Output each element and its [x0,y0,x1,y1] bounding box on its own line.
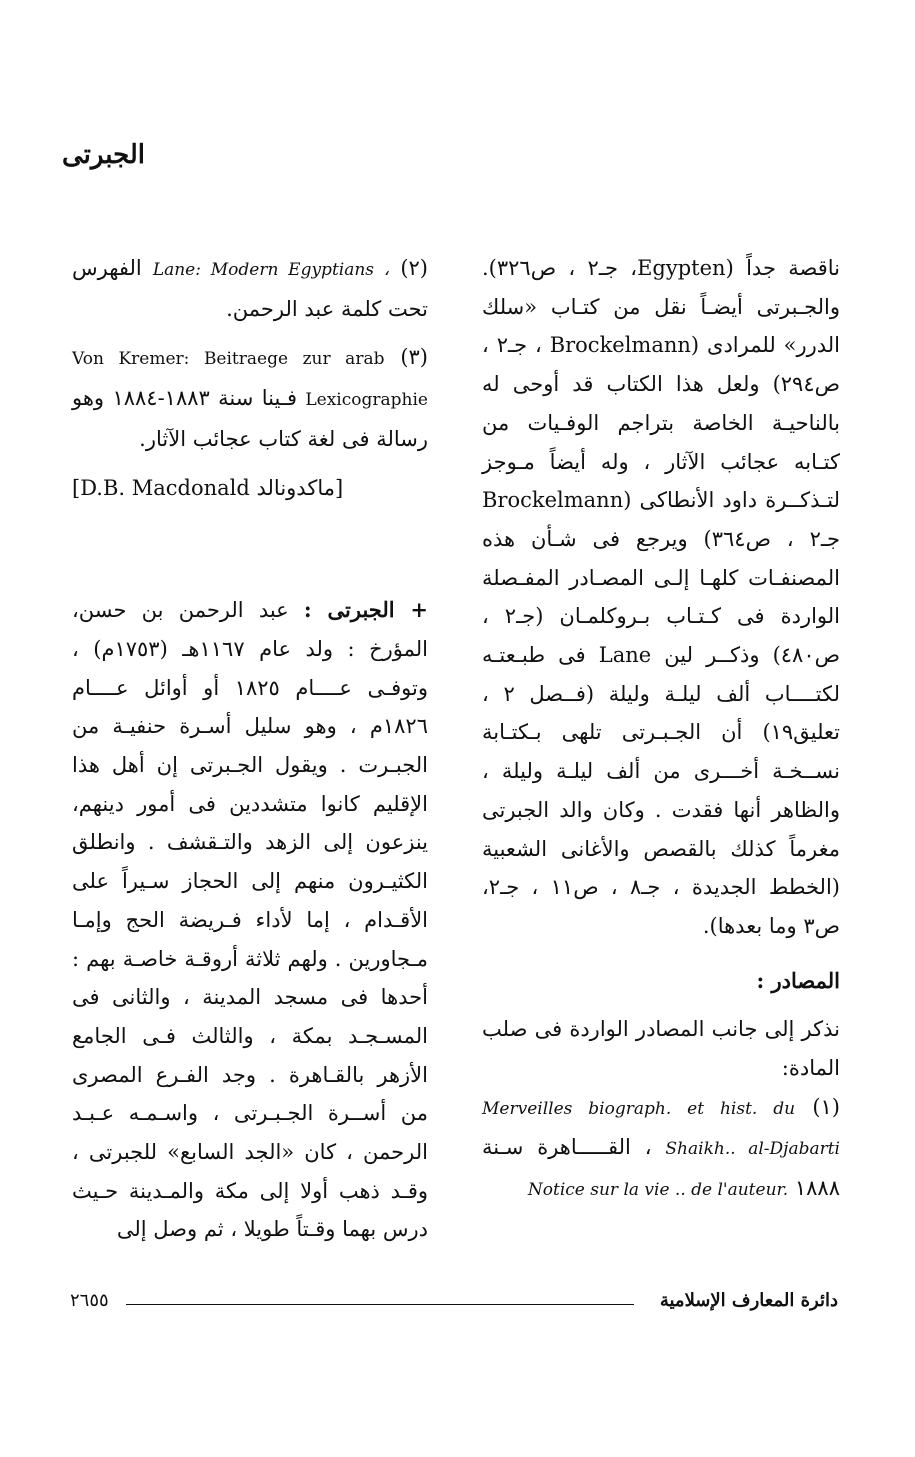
sources-heading: المصادر : [756,967,840,993]
reference-number: (٢) [400,256,428,280]
entry-body: عبد الرحمن بن حسن، المؤرخ : ولد عام ١١٦٧هـ (١٧٥٣م) ، وتوفـى عــــام ١٨٢٥ أو أوائل عــــام ١٨٢٦م ، وهو سليل أسـرة حنفيـة من الجبـرت . ويقول الجـبرتى إن أهل هذا الإقليم كانوا متشددين فى أمور دينهم، ينزعون إلى الزهد والتـقشف . وانطلق الكثيـرون منهم إلى الحجاز سـيراً على الأقـدام ، إما لأداء فـريضة الحج وإمـا مـجاورين . ولهم ثلاثة أروقـة خاصـة بهم : أحدها فى مسجد المدينة ، والثانى فى المسـجـد بمكة ، والثالث فـى الجامع الأزهر بالقـاهرة . وجد الفـرع المصرى من أســرة الجـبـرتى ، واسـمـه عـبـد الرحمن ، كان «الجد السابع» للجبرتى ، وقـد ذهب أولا إلى مكة والمـدينة حـيث درس بهما وقـتاً طويلا ، ثم وصل إلى [72,598,429,1242]
running-title: الجبرتى [62,140,146,170]
body-paragraph: ناقصة جداً (Egypten، جـ٢ ، ص٣٢٦). والجـبرتى أيضـاً نقل من كتـاب «سلك الدرر» للمرادى (Brockelmann ، جـ٢ ، ص٢٩٤) ولعل هذا الكتاب قد أوحى له بالناحيـة الخاصة بتراجم الوفـيات من كتـابه عجائب الآثار ، وله أيضاً مـوجز لتـذكــرة داود الأنطاكى (Brockelmann جـ٢ ، ص٣٦٤) ويرجع فى شـأن هذه المصنفـات كلهـا إلـى المصـادر المفـصلة الواردة فى كـتـاب بـروكلمـان (جـ٢ ، ص٤٨٠) وذكــر لين Lane فى طبـعتـه لكتــــاب ألف ليلـة وليلة (فــصل ٢ ، تعليق١٩) أن الجـبـرتى تلهى بـكتـابة نســخـة أخـــرى من ألف ليلـة وليلة ، والظاهر أنها فقدت . وكان والد الجبرتى مغرماً كذلك بالقصص والأغانى الشعبية (الخطط الجديدة ، جـ٨ ، ص١١ ، جـ٢، ص٣ وما بعدها). [482,256,841,938]
sources-intro: نذكر إلى جانب المصادر الواردة فى صلب المادة: [482,1017,840,1081]
reference-title: Lane: Modern Egyptians ، [152,260,390,280]
entry-heading: + الجبرتى : [303,597,428,623]
reference-3 [72,338,428,458]
reference-place: ، القـــــاهرة سـنة ١٨٨٨ [482,1135,840,1201]
reference-detail: فـينا سنة ١٨٨٣-١٨٨٤ وهو رسالة فى لغة كتاب عجائب الآثار. [72,386,428,451]
journal-title: دائرة المعارف الإسلامية [659,1290,838,1311]
left-column [72,249,428,1249]
page-number: ٢٦٥٥ [70,1290,109,1311]
page-footer [70,1290,838,1318]
reference-number: (١) [812,1094,840,1119]
footer-rule [126,1304,634,1305]
reference-title: Von Kremer: Beitraege zur arab Lexicographie [72,349,428,411]
reference-note: Notice sur la vie .. de l'auteur. [527,1180,789,1201]
reference-1 [482,1088,840,1210]
reference-title: Merveilles biograph. et hist. du Shaikh.. al-Djabarti [482,1098,840,1160]
author-signature: [ماكدونالد D.B. Macdonald] [72,475,344,500]
reference-index: الفهرس تحت كلمة عبد الرحمن. [72,256,428,321]
entry-paragraph [72,591,428,1249]
reference-2 [72,249,428,328]
right-column [482,249,840,1220]
reference-number: (٣) [400,345,428,370]
